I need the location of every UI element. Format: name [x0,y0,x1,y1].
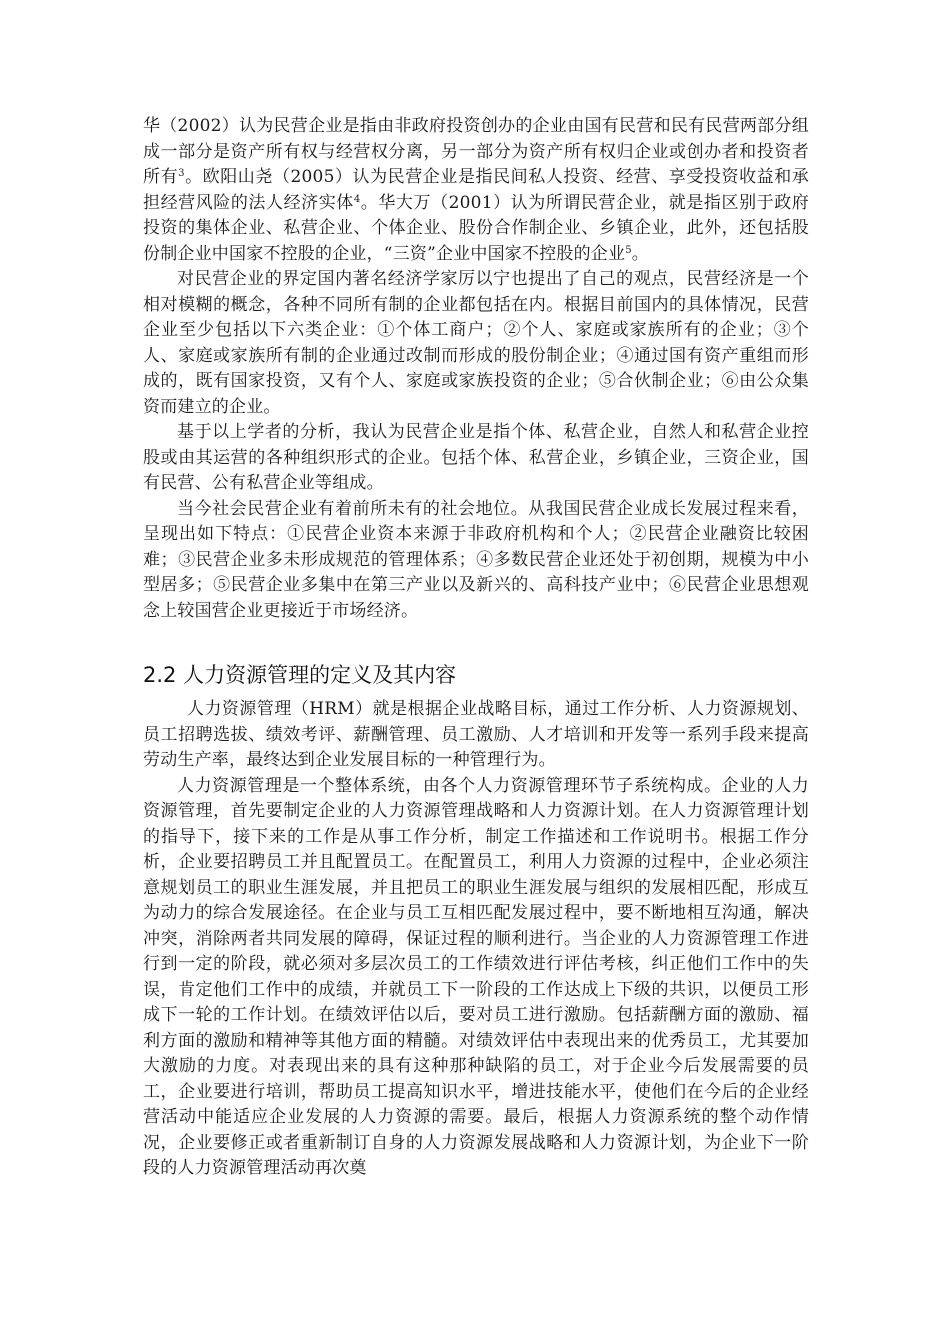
paragraph-hrm-definition: 人力资源管理（HRM）就是根据企业战略目标，通过工作分析、人力资源规划、员工招聘选拔、绩效考评、薪酬管理、员工激励、人才培训和开发等一系列手段来提高劳动生产率，最终达到企业发展目标的一种管理行为。 [143,699,809,770]
footnote-ref-4[interactable]: 4 [353,193,361,205]
paragraph-li-yining: 对民营企业的界定国内著名经济学家厉以宁也提出了自己的观点，民营经济是一个相对模糊的概念，各种不同所有制的企业都包括在内。根据目前国内的具体情况，民营企业至少包括以下六类企业：①个体工商户；②个人、家庭或家族所有的企业；③个人、家庭或家族所有制的企业通过改制而形成的股份制企业；④通过国有资产重组而形成的，既有国家投资，又有个人、家庭或家族投资的企业；⑤合伙制企业；⑥由公众集资而建立的企业。 [143,269,809,417]
paragraph-definitions [143,114,809,267]
section-1-text [143,114,809,624]
footnote-ref-5[interactable]: 5 [625,244,632,256]
paragraph-text: 。华大万（2001）认为所谓民营企业，就是指区别于政府投资的集体企业、私营企业、个体企业、股份合作制企业、乡镇企业，此外，还包括股份制企业中国家不控股的企业，“三资”企业中国家不控股的企业 [143,192,809,264]
section-2-text [143,697,809,1182]
section-heading: 2.2 人力资源管理的定义及其内容 [143,663,457,687]
paragraph-author-view: 基于以上学者的分析，我认为民营企业是指个体、私营企业，自然人和私营企业控股或由其运营的各种组织形式的企业。包括个体、私营企业，乡镇企业，三资企业，国有民营、公有私营企业等组成。 [143,422,809,493]
paragraph-text: 。欧阳山尧（2005）认为民营企业是指民间私人投资、经营、享受投资收益和承担经营风险的法人经济实体 [143,167,809,213]
paragraph-text: 。 [631,243,649,264]
paragraph-characteristics: 当今社会民营企业有着前所未有的社会地位。从我国民营企业成长发展过程来看，呈现出如下特点：①民营企业资本来源于非政府机构和个人；②民营企业融资比较困难；③民营企业多未形成规范的管理体系；④多数民营企业还处于初创期，规模为中小型居多；⑤民营企业多集中在第三产业以及新兴的、高科技产业中；⑥民营企业思想观念上较国营企业更接近于市场经济。 [143,498,809,621]
footnote-ref-3[interactable]: 3 [178,168,185,179]
paragraph-hrm-system: 人力资源管理是一个整体系统，由各个人力资源管理环节子系统构成。企业的人力资源管理，首先要制定企业的人力资源管理战略和人力资源计划。在人力资源管理计划的指导下，接下来的工作是从事工作分析，制定工作描述和工作说明书。根据工作分析，企业要招聘员工并且配置员工。在配置员工，利用人力资源的过程中，企业必须注意规划员工的职业生涯发展，并且把员工的职业生涯发展与组织的发展相匹配，形成互为动力的综合发展途径。在企业与员工互相匹配发展过程中，要不断地相互沟通，解决冲突，消除两者共同发展的障碍，保证过程的顺利进行。当企业的人力资源管理工作进行到一定的阶段，就必须对多层次员工的工作绩效进行评估考核，纠正他们工作中的失误，肯定他们工作中的成绩，并就员工下一阶段的工作达成上下级的共识，以便员工形成下一轮的工作计划。在绩效评估以后，要对员工进行激励。包括薪酬方面的激励、福利方面的激励和精神等其他方面的精髓。对绩效评估中表现出来的优秀员工，尤其要加大激励的力度。对表现出来的具有这种那种缺陷的员工，对于企业今后发展需要的员工，企业要进行培训，帮助员工提高知识水平，增进技能水平，使他们在今后的企业经营活动中能适应企业发展的人力资源的需要。最后，根据人力资源系统的整个动作情况，企业要修正或者重新制订自身的人力资源发展战略和人力资源计划，为企业下一阶段的人力资源管理活动再次奠 [143,775,809,1178]
paragraph-text: 华（2002）认为民营企业是指由非政府投资创办的企业由国有民营和民有民营两部分组成一部分是资产所有权与经营权分离，另一部分为资产所有权归企业或创办者和投资者所有 [143,116,809,187]
